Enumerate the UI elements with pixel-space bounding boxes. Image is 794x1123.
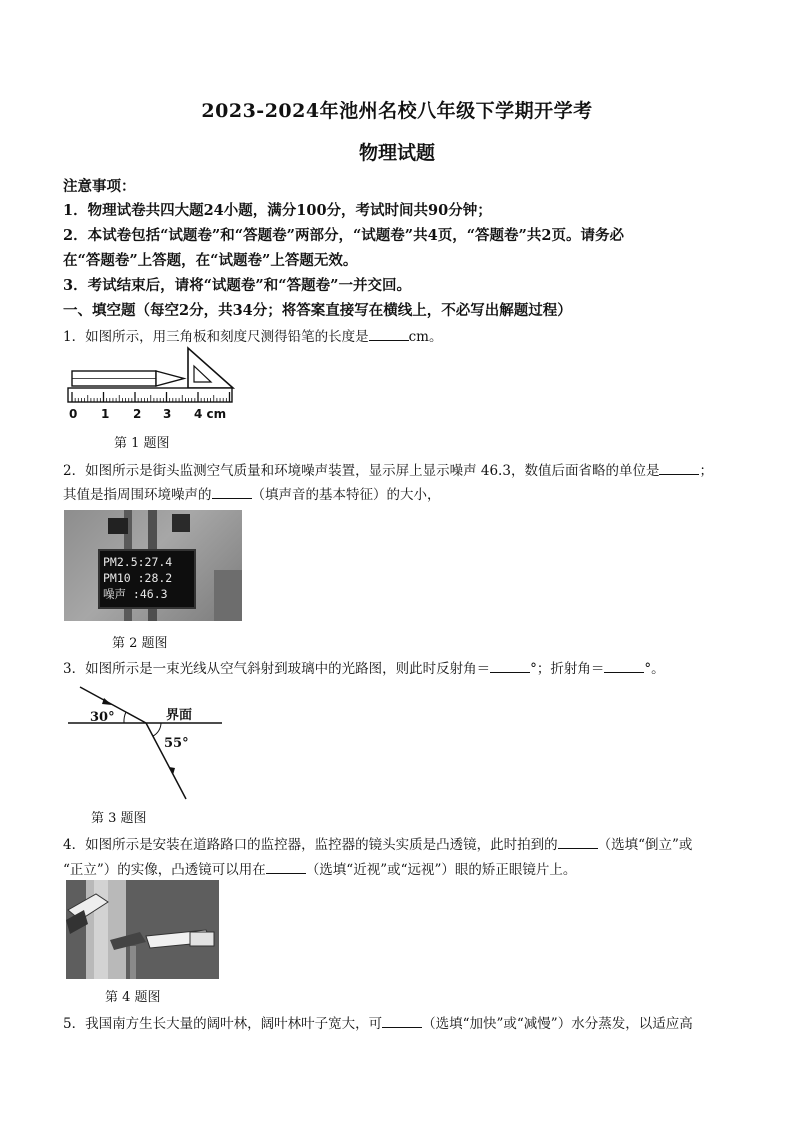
ruler-label: 0 — [69, 407, 78, 421]
angle-label-55: 55° — [164, 736, 189, 751]
question-2-line-1 — [63, 459, 733, 479]
question-4-line-1 — [63, 833, 733, 853]
question-3 — [63, 657, 733, 677]
light-path-figure — [66, 683, 226, 803]
question-2-punct: ； — [699, 463, 713, 479]
note-item-1: 1．物理试卷共四大题24小题，满分100分，考试时间共90分钟； — [63, 202, 492, 219]
question-2-line-2 — [63, 483, 733, 503]
angle-arc — [124, 712, 126, 723]
display-row-pm25: PM2.5:27.4 — [103, 555, 173, 569]
figure-4-caption: 第 4 题图 — [105, 990, 161, 1005]
surveillance-camera-photo — [66, 880, 219, 979]
answer-blank[interactable] — [490, 660, 530, 673]
figure-3-caption: 第 3 题图 — [91, 811, 147, 826]
answer-blank[interactable] — [266, 861, 306, 874]
noise-monitor-photo — [64, 510, 242, 621]
question-3-text: °。 — [644, 661, 665, 677]
display-row-noise: 噪声 :46.3 — [103, 587, 168, 601]
exam-subtitle: 物理试题 — [358, 142, 435, 164]
display-row-pm10: PM10 :28.2 — [103, 571, 173, 585]
ruler-labels — [69, 407, 226, 421]
section-1-heading: 一、填空题（每空2分，共34分；将答案直接写在横线上，不必写出解题过程） — [63, 302, 572, 319]
ruler-label: 3 — [163, 407, 172, 421]
question-4-text: （选填“近视”或“远视”）眼的矫正眼镜片上。 — [305, 862, 577, 878]
question-3-text: °；折射角＝ — [530, 661, 605, 677]
question-1-unit: cm。 — [408, 329, 443, 345]
interface-label: 界面 — [166, 708, 193, 723]
monitor-display — [103, 554, 195, 602]
camera-drawing — [66, 880, 219, 979]
question-4-text: 4．如图所示是安装在道路路口的监控器，监控器的镜头实质是凸透镜，此时拍到的 — [63, 837, 558, 853]
ruler-figure — [66, 346, 238, 426]
answer-blank[interactable] — [604, 660, 644, 673]
question-2-text: 其值是指周围环境噪声的 — [63, 487, 212, 503]
exam-title: 2023-2024年池州名校八年级下学期开学考 — [201, 100, 593, 122]
ruler-label: 2 — [133, 407, 142, 421]
note-item-2b: 在“答题卷”上答题，在“试题卷”上答题无效。 — [63, 252, 358, 269]
question-2-text: （填声音的基本特征）的大小， — [251, 487, 441, 503]
question-5-text: （选填“加快”或“减慢”）水分蒸发，以适应高 — [422, 1016, 693, 1032]
question-4-text: “正立”）的实像，凸透镜可以用在 — [63, 862, 266, 878]
question-1-text: 1．如图所示，用三角板和刻度尺测得铅笔的长度是 — [63, 329, 369, 345]
refracted-ray — [146, 723, 186, 799]
answer-blank[interactable] — [382, 1015, 422, 1028]
ruler-label: 4 cm — [194, 407, 227, 421]
question-5-line-1 — [63, 1012, 733, 1032]
figure-1-caption: 第 1 题图 — [114, 436, 170, 451]
note-item-2a: 2．本试卷包括“试题卷”和“答题卷”两部分，“试题卷”共4页，“答题卷”共2页。请务必 — [63, 227, 624, 244]
question-4-line-2 — [63, 858, 733, 878]
question-2-text: 2．如图所示是街头监测空气质量和环境噪声装置，显示屏上显示噪声 46.3，数值后面省略的单位是 — [63, 463, 660, 479]
answer-blank[interactable] — [369, 328, 409, 341]
note-item-3: 3．考试结束后，请将“试题卷”和“答题卷”一并交回。 — [63, 277, 411, 294]
answer-blank[interactable] — [659, 462, 699, 475]
question-1 — [63, 325, 733, 345]
pencil-tip — [156, 371, 184, 386]
question-4-text: （选填“倒立”或 — [597, 837, 693, 853]
question-3-text: 3．如图所示是一束光线从空气斜射到玻璃中的光路图，则此时反射角＝ — [63, 661, 491, 677]
question-5-text: 5．我国南方生长大量的阔叶林，阔叶林叶子宽大，可 — [63, 1016, 383, 1032]
answer-blank[interactable] — [212, 486, 252, 499]
angle-label-30: 30° — [90, 710, 115, 725]
answer-blank[interactable] — [558, 836, 598, 849]
angle-arc — [153, 723, 161, 736]
figure-2-caption: 第 2 题图 — [112, 636, 168, 651]
ruler-label: 1 — [101, 407, 110, 421]
notes-heading: 注意事项： — [63, 178, 136, 195]
